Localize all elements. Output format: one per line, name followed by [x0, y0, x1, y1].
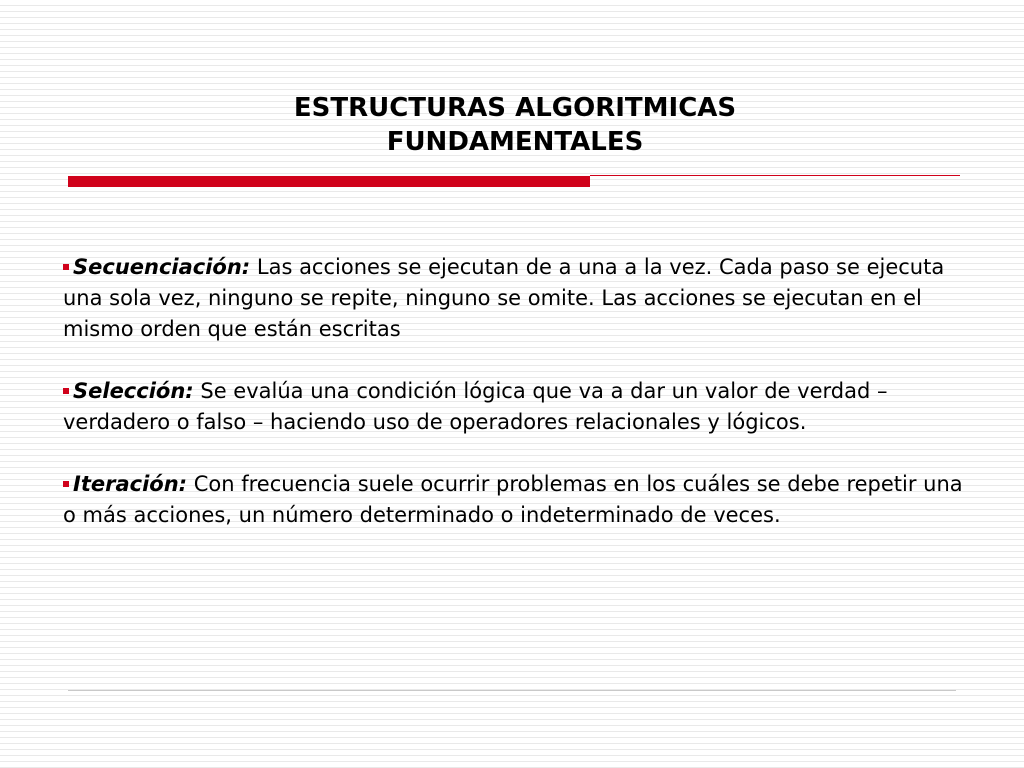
bullet-seleccion: [63, 376, 968, 438]
bullet-term: Iteración:: [73, 472, 188, 496]
bullet-term: Selección:: [73, 379, 194, 403]
title-divider-thin: [590, 175, 960, 176]
bullet-list: [63, 252, 968, 562]
bullet-term: Secuenciación:: [73, 255, 251, 279]
bullet-iteracion: [63, 469, 968, 531]
bullet-text: Con frecuencia suele ocurrir problemas en los cuáles se debe repetir una o más acciones, un número determinado o indeterminado de veces.: [63, 472, 963, 527]
slide-title-line-2: FUNDAMENTALES: [386, 127, 644, 157]
square-bullet-icon: [63, 481, 69, 487]
bullet-text: Se evalúa una condición lógica que va a dar un valor de verdad – verdadero o falso – haciendo uso de operadores relacionales y lógicos.: [63, 379, 888, 434]
title-divider-thick: [68, 176, 590, 187]
square-bullet-icon: [63, 264, 69, 270]
square-bullet-icon: [63, 388, 69, 394]
slide-title-line-1: ESTRUCTURAS ALGORITMICAS: [293, 93, 737, 123]
footer-divider: [68, 690, 956, 691]
bullet-secuenciacion: [63, 252, 968, 345]
bullet-text: Las acciones se ejecutan de a una a la vez. Cada paso se ejecuta una sola vez, ninguno se repite, ninguno se omite. Las acciones se ejecutan en el mismo orden que están escritas: [63, 255, 945, 341]
slide-title: [190, 91, 840, 159]
